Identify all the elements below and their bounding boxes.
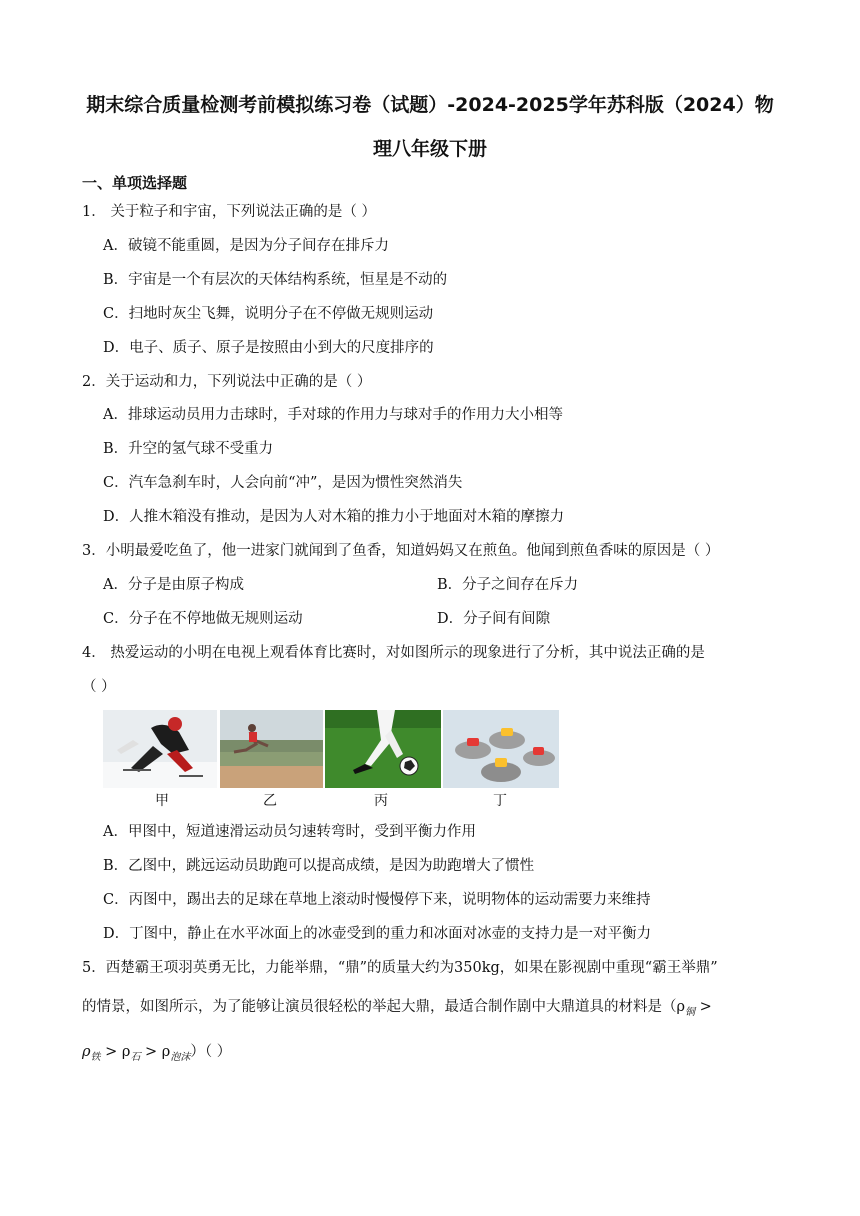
question-1-stem: 1． 关于粒子和宇宙，下列说法正确的是（ ） <box>82 204 376 220</box>
question-3-option-d[interactable]: D．分子间有间隙 <box>437 611 551 627</box>
page-title-line-2: 理八年级下册 <box>372 138 487 160</box>
question-1-option-c[interactable]: C．扫地时灰尘飞舞，说明分子在不停做无规则运动 <box>103 306 434 322</box>
question-5-stem-line-2: 的情景，如图所示，为了能够让演员很轻松的举起大鼎，最适合制作剧中大鼎道具的材料是（$\rho_铜$ > <box>82 999 712 1018</box>
curling-stones-image <box>443 710 559 788</box>
question-3-stem: 3．小明最爱吃鱼了，他一进家门就闻到了鱼香，知道妈妈又在煎鱼。他闻到煎鱼香味的原因是（ ） <box>82 543 720 559</box>
figure-label-bing: 丙 <box>374 793 388 809</box>
question-4-option-a[interactable]: A．甲图中，短道速滑运动员匀速转弯时，受到平衡力作用 <box>103 824 476 840</box>
question-4-option-c[interactable]: C．丙图中，踢出去的足球在草地上滚动时慢慢停下来，说明物体的运动需要力来维持 <box>103 892 651 908</box>
page-title-line-1: 期末综合质量检测考前模拟练习卷（试题）-2024-2025学年苏科版（2024）物 <box>86 94 774 116</box>
question-3-option-c[interactable]: C．分子在不停地做无规则运动 <box>103 611 303 627</box>
section-heading: 一、单项选择题 <box>82 174 188 192</box>
question-3-option-a[interactable]: A．分子是由原子构成 <box>103 577 244 593</box>
question-5-stem-line-3: $\rho_铁 > \rho_石 > \rho_{泡沫}$）（ ） <box>82 1044 232 1063</box>
question-2-option-c[interactable]: C．汽车急刹车时，人会向前“冲”，是因为惯性突然消失 <box>103 475 463 491</box>
question-4-stem-line-2: （ ） <box>82 679 116 695</box>
figure-label-yi: 乙 <box>263 793 277 809</box>
question-2-option-a[interactable]: A．排球运动员用力击球时，手对球的作用力与球对手的作用力大小相等 <box>103 407 563 423</box>
question-5-stem-line-1: 5．西楚霸王项羽英勇无比，力能举鼎，“鼎”的质量大约为350kg，如果在影视剧中重现“霸王举鼎” <box>82 960 718 976</box>
football-kick-image <box>325 710 441 788</box>
question-4-option-b[interactable]: B．乙图中，跳远运动员助跑可以提高成绩，是因为助跑增大了惯性 <box>103 858 535 874</box>
figure-label-jia: 甲 <box>155 793 169 809</box>
question-1-option-a[interactable]: A．破镜不能重圆，是因为分子间存在排斥力 <box>103 238 389 254</box>
long-jump-image <box>220 710 323 788</box>
question-1-option-b[interactable]: B．宇宙是一个有层次的天体结构系统，恒星是不动的 <box>103 272 448 288</box>
question-2-option-d[interactable]: D．人推木箱没有推动，是因为人对木箱的推力小于地面对木箱的摩擦力 <box>103 509 565 525</box>
question-2-stem: 2．关于运动和力，下列说法中正确的是（ ） <box>82 374 372 390</box>
question-4-stem-line-1: 4． 热爱运动的小明在电视上观看体育比赛时，对如图所示的现象进行了分析，其中说法正确的是 <box>82 645 705 661</box>
question-3-option-b[interactable]: B．分子之间存在斥力 <box>437 577 579 593</box>
question-2-option-b[interactable]: B．升空的氢气球不受重力 <box>103 441 274 457</box>
figure-label-ding: 丁 <box>493 793 507 809</box>
question-4-option-d[interactable]: D．丁图中，静止在水平冰面上的冰壶受到的重力和冰面对冰壶的支持力是一对平衡力 <box>103 926 652 942</box>
speed-skater-image <box>103 710 217 788</box>
question-1-option-d[interactable]: D．电子、质子、原子是按照由小到大的尺度排序的 <box>103 340 434 356</box>
